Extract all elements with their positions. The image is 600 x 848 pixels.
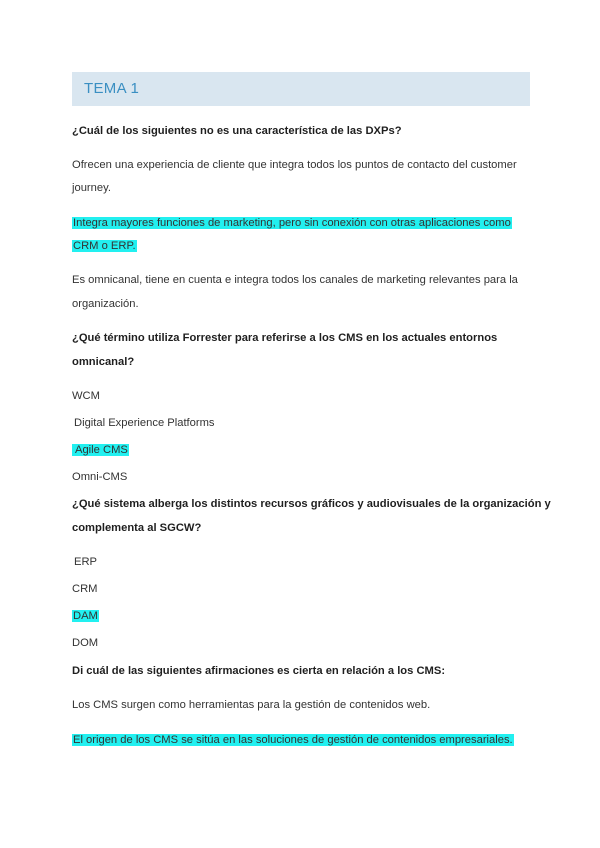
- q1-option-2-correct-cont: [72, 239, 137, 253]
- question-1: ¿Cuál de los siguientes no es una característica de las DXPs?: [72, 125, 402, 137]
- q3-option-1: ERP: [74, 556, 98, 568]
- question-2: ¿Qué término utiliza Forrester para referirse a los CMS en los actuales entornos: [72, 332, 498, 344]
- q2-option-3-correct: [72, 443, 129, 457]
- question-2-cont: omnicanal?: [72, 356, 135, 368]
- q3-option-4: DOM: [72, 637, 99, 649]
- q3-option-3-correct: [72, 609, 99, 623]
- question-3-cont: complementa al SGCW?: [72, 522, 202, 534]
- answer-highlight: DAM: [73, 610, 98, 622]
- answer-highlight: El origen de los CMS se sitúa en las soluciones de gestión de contenidos empresariales.: [73, 734, 513, 746]
- q3-option-2: CRM: [72, 583, 98, 595]
- q1-option-1: Ofrecen una experiencia de cliente que integra todos los puntos de contacto del customer: [72, 159, 517, 171]
- q2-option-1: WCM: [72, 390, 100, 402]
- q1-option-1-cont: journey.: [72, 182, 111, 194]
- q1-option-3: Es omnicanal, tiene en cuenta e integra todos los canales de marketing relevantes para la: [72, 274, 518, 286]
- q2-option-2: Digital Experience Platforms: [74, 417, 215, 429]
- answer-highlight: CRM o ERP.: [73, 240, 136, 252]
- question-3: ¿Qué sistema alberga los distintos recursos gráficos y audiovisuales de la organización y: [72, 498, 551, 510]
- q2-option-4: Omni-CMS: [72, 471, 128, 483]
- q1-option-3-cont: organización.: [72, 298, 139, 310]
- section-header: [72, 72, 530, 106]
- q4-option-2-correct: [72, 733, 514, 747]
- q4-option-1: Los CMS surgen como herramientas para la gestión de contenidos web.: [72, 699, 431, 711]
- answer-highlight: Integra mayores funciones de marketing, pero sin conexión con otras aplicaciones como: [73, 217, 511, 229]
- question-4: Di cuál de las siguientes afirmaciones es cierta en relación a los CMS:: [72, 665, 446, 677]
- section-title: TEMA 1: [84, 80, 140, 97]
- q1-option-2-correct: [72, 216, 512, 230]
- answer-highlight: Agile CMS: [72, 444, 129, 456]
